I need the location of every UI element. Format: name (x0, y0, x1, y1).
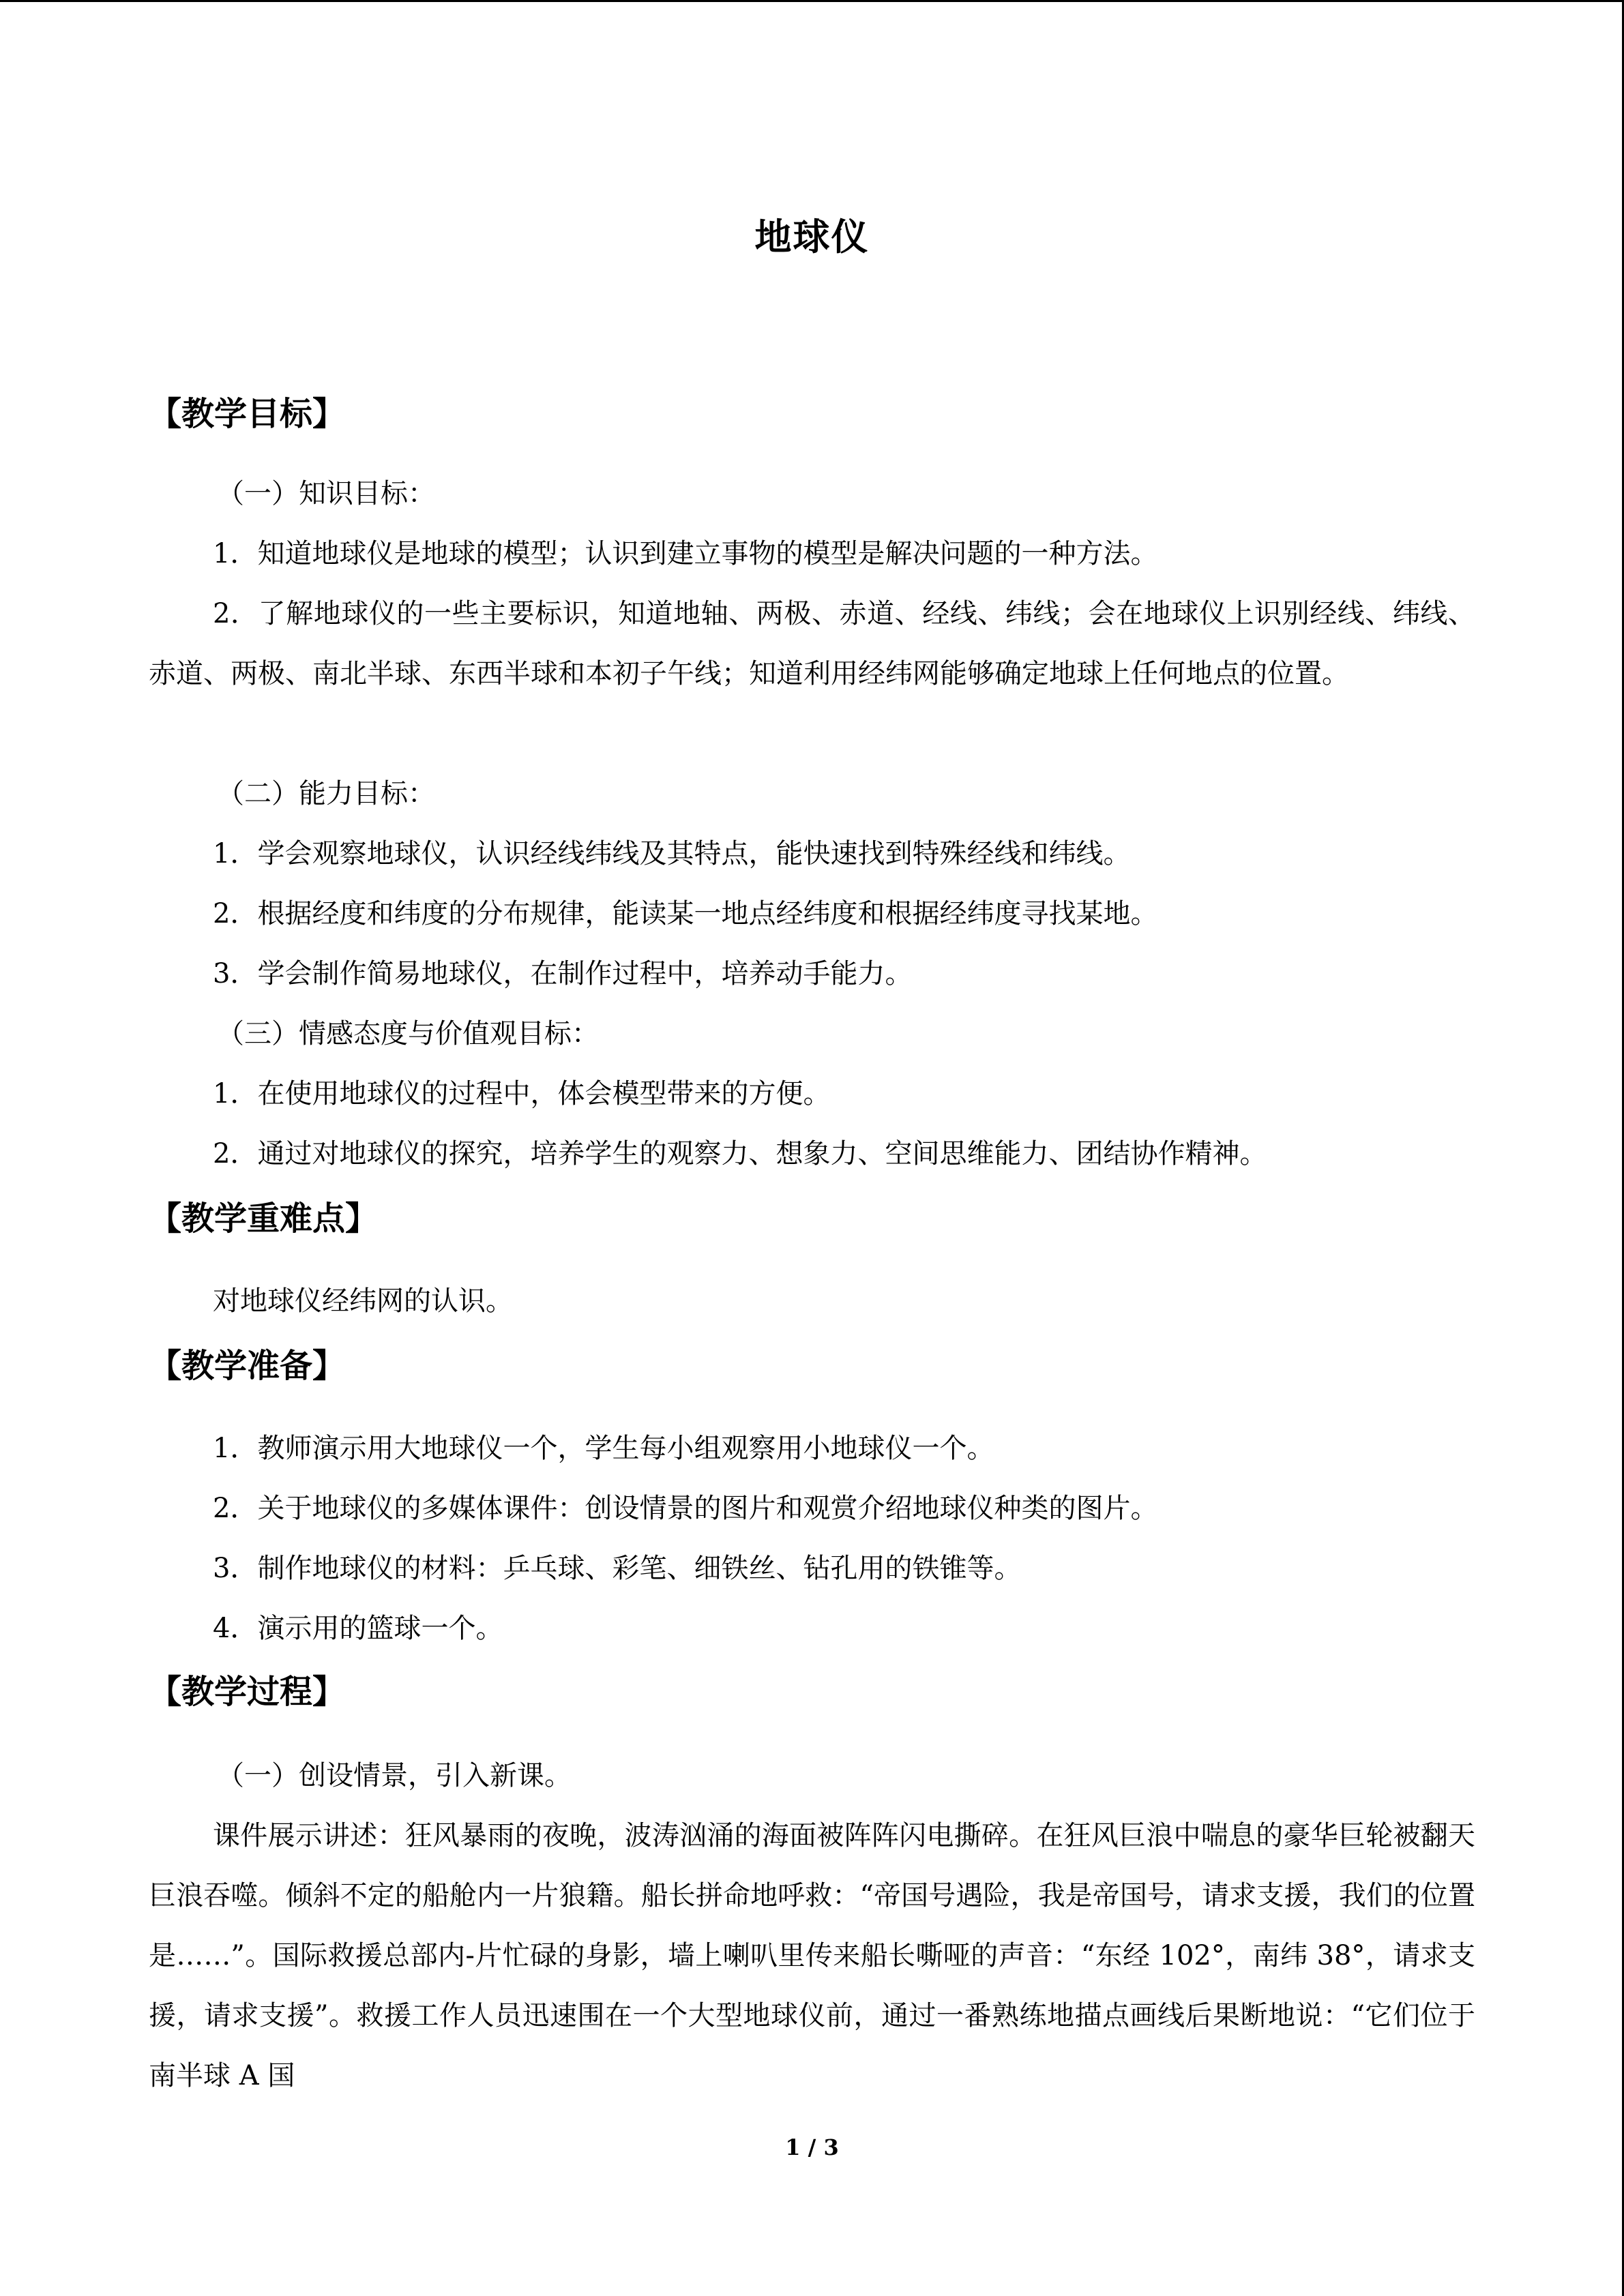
knowledge-goal-item-2: 2．了解地球仪的一些主要标识，知道地轴、两极、赤道、经线、纬线；会在地球仪上识别经线、纬线、赤道、两极、南北半球、东西半球和本初子午线；知道利用经纬网能够确定地球上任何地点的位置。 (149, 598, 1475, 689)
preparation-item-2: 2．关于地球仪的多媒体课件：创设情景的图片和观赏介绍地球仪种类的图片。 (213, 1493, 1158, 1524)
knowledge-goal-title: （一）知识目标： (217, 478, 435, 509)
ability-goal-item-1: 1．学会观察地球仪，认识经线纬线及其特点，能快速找到特殊经线和纬线。 (213, 838, 1131, 869)
process-step-1-text: 课件展示讲述：狂风暴雨的夜晚，波涛汹涌的海面被阵阵闪电撕碎。在狂风巨浪中喘息的豪华巨轮被翻天巨浪吞噬。倾斜不定的船舱内一片狼籍。船长拼命地呼救：“帝国号遇险，我是帝国号，请求支援，我们的位置是……”。国际救援总部内-片忙碌的身影，墙上喇叭里传来船长嘶哑的声音：“东经 102°，南纬 38°，请求支援，请求支援”。救援工作人员迅速围在一个大型地球仪前，通过一番熟练地描点画线后果断地说：“它们位于南半球 A 国 (149, 1820, 1475, 2091)
document-title: 地球仪 (754, 215, 870, 258)
knowledge-goal-item-1: 1．知道地球仪是地球的模型；认识到建立事物的模型是解决问题的一种方法。 (213, 538, 1158, 569)
emotion-goal-title: （三）情感态度与价值观目标： (217, 1018, 599, 1049)
emotion-goal-item-1: 1．在使用地球仪的过程中，体会模型带来的方便。 (213, 1078, 831, 1109)
preparation-item-1: 1．教师演示用大地球仪一个，学生每小组观察用小地球仪一个。 (213, 1433, 994, 1464)
section-heading-teaching-goals: 【教学目标】 (149, 395, 346, 433)
emotion-goal-item-2: 2．通过对地球仪的探究，培养学生的观察力、想象力、空间思维能力、团结协作精神。 (213, 1138, 1267, 1169)
section-heading-key-points: 【教学重难点】 (149, 1199, 379, 1238)
page-number: 1 / 3 (785, 2134, 839, 2160)
process-step-1-title: （一）创设情景，引入新课。 (217, 1760, 572, 1791)
ability-goal-item-3: 3．学会制作简易地球仪，在制作过程中，培养动手能力。 (213, 958, 913, 989)
key-points-text: 对地球仪经纬网的认识。 (213, 1285, 513, 1317)
preparation-item-4: 4．演示用的篮球一个。 (213, 1613, 503, 1644)
ability-goal-item-2: 2．根据经度和纬度的分布规律，能读某一地点经纬度和根据经纬度寻找某地。 (213, 898, 1158, 929)
ability-goal-title: （二）能力目标： (217, 778, 435, 809)
section-heading-preparation: 【教学准备】 (149, 1347, 346, 1385)
preparation-item-3: 3．制作地球仪的材料：乒乓球、彩笔、细铁丝、钻孔用的铁锥等。 (213, 1553, 1022, 1584)
section-heading-teaching-process: 【教学过程】 (149, 1673, 346, 1711)
document-page (149, 0, 1475, 2296)
